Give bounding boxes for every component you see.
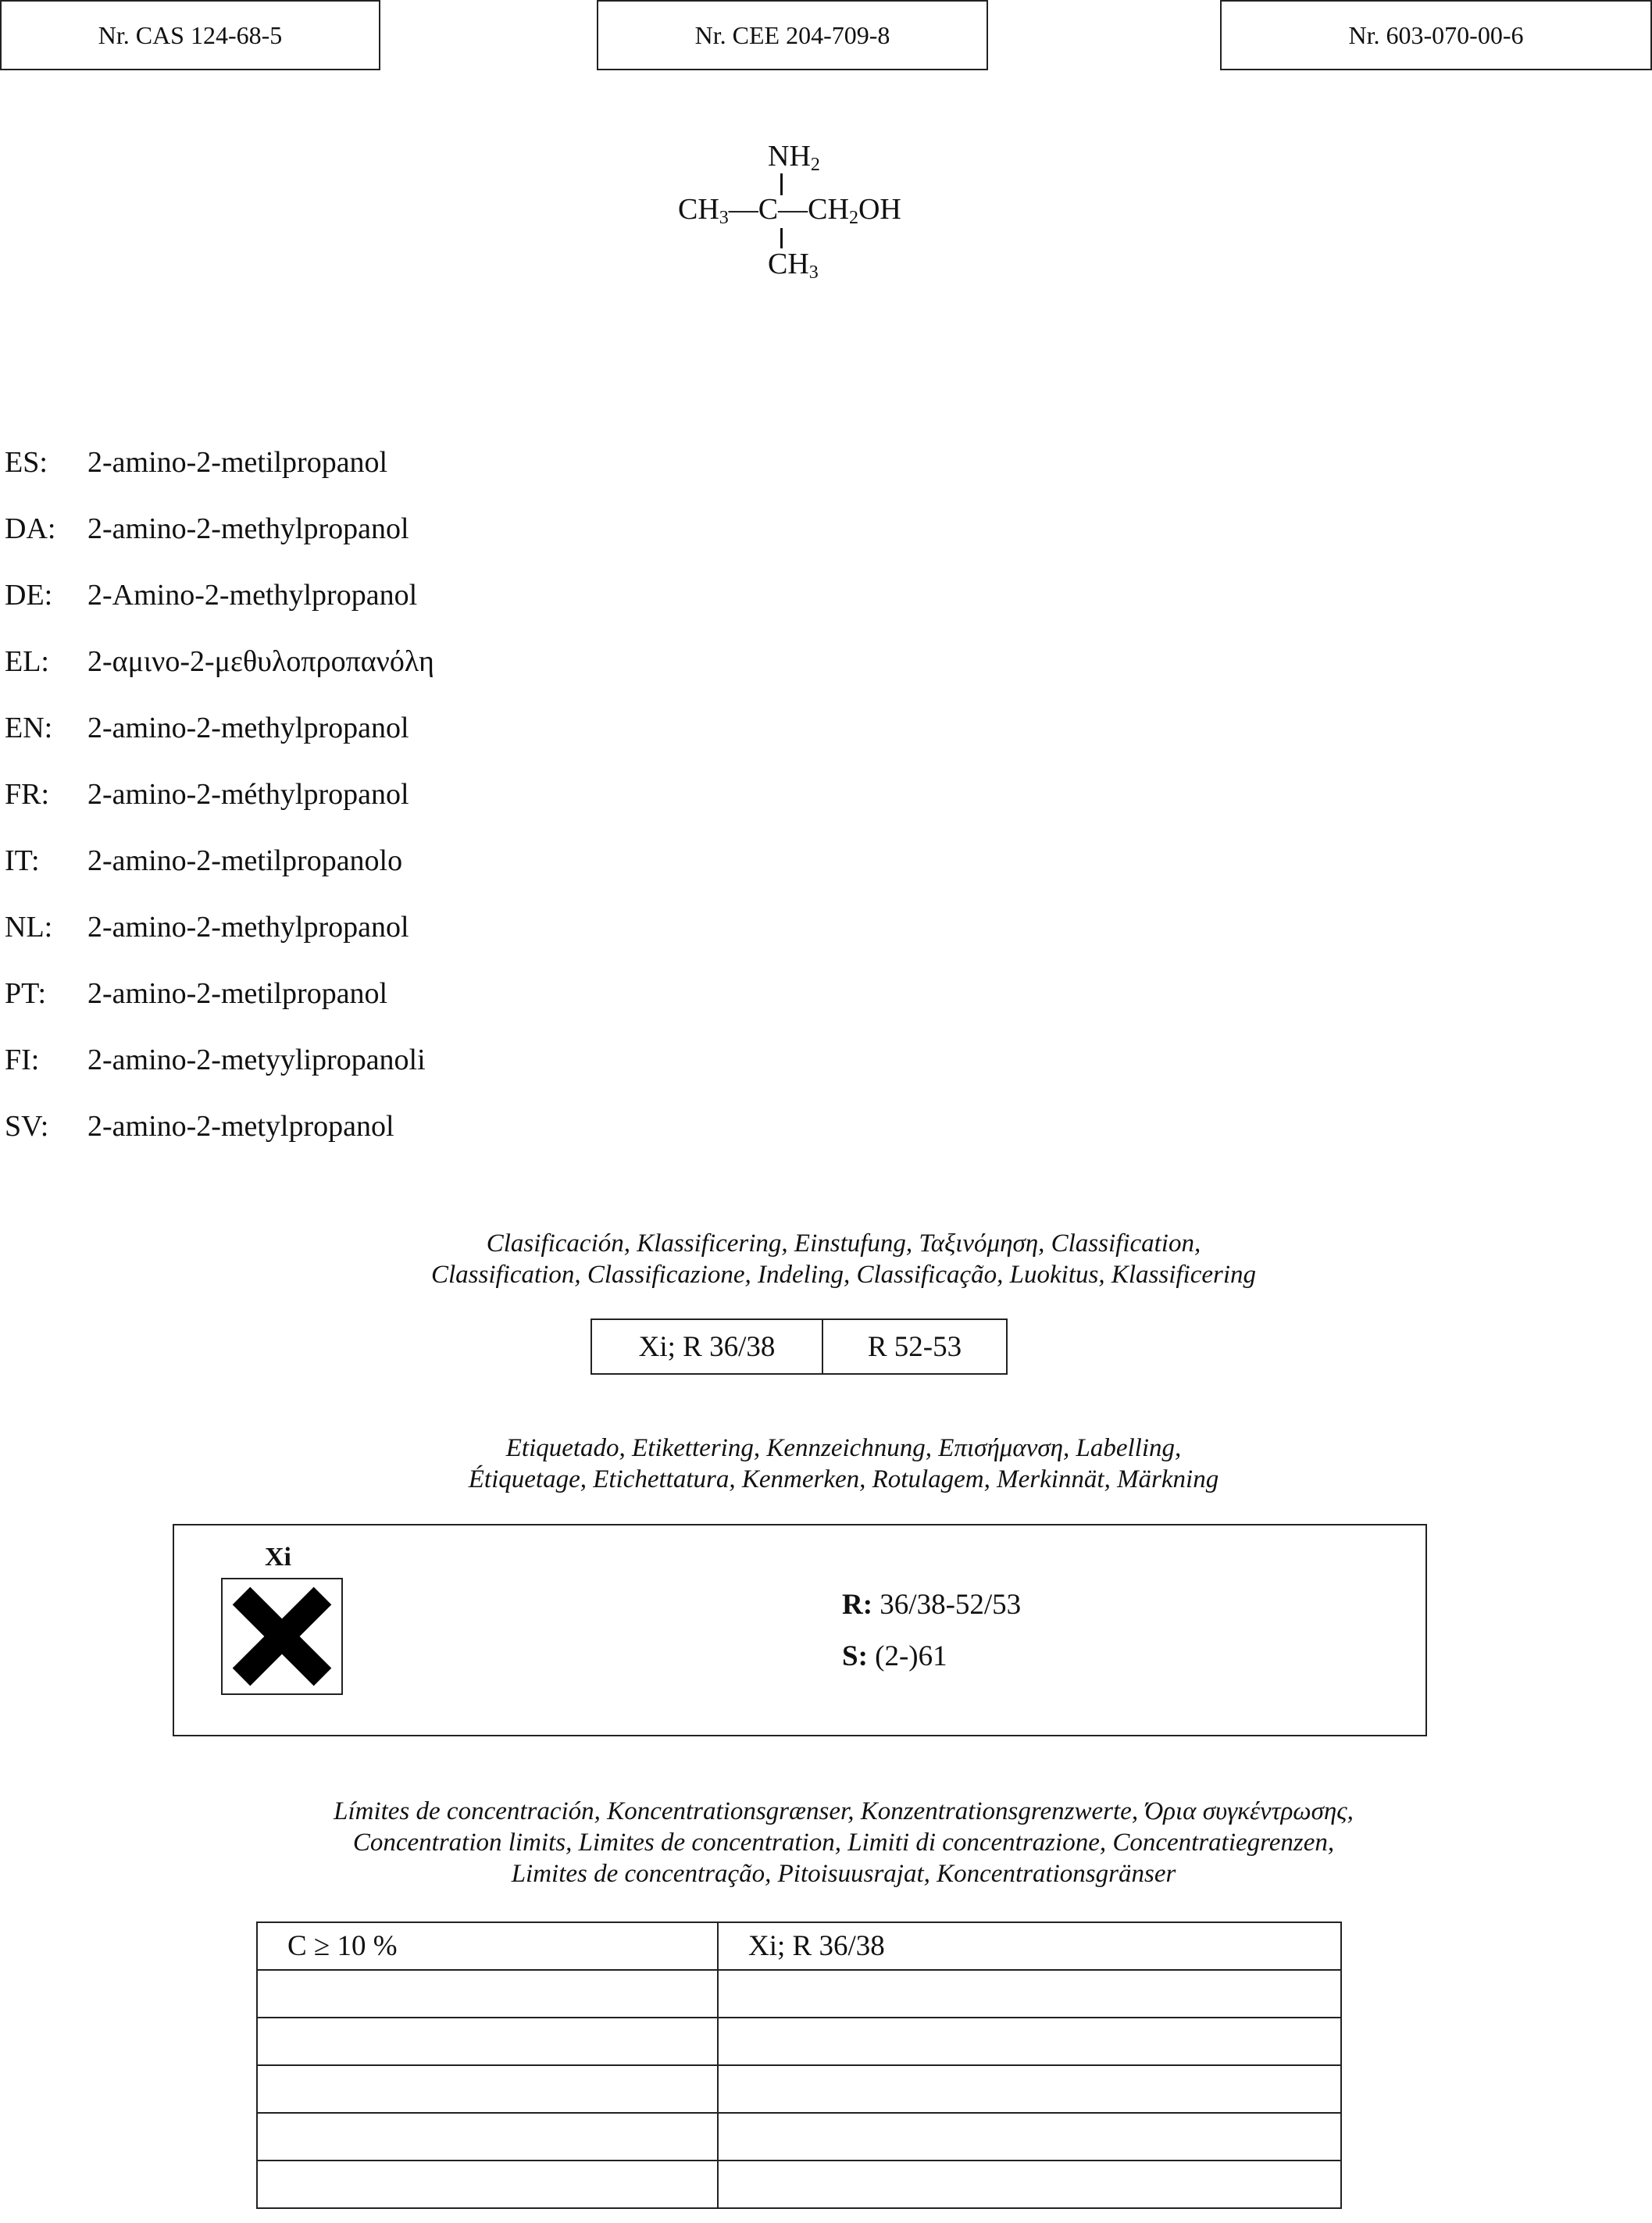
irritant-cross-icon <box>232 1586 332 1686</box>
table-row <box>257 1922 1341 1970</box>
classification-cell <box>718 2065 1341 2113</box>
formula-top-group: $NH_2$ <box>768 140 820 175</box>
substance-name: 2-amino-2-méthylpropanol <box>87 778 409 811</box>
name-row <box>5 644 434 711</box>
concentration-cell <box>257 2018 718 2065</box>
name-row <box>5 777 434 844</box>
formula-main-chain: $CH_3—C—CH_2OH$ <box>678 193 901 228</box>
name-row <box>5 1043 434 1109</box>
concentration-cell <box>257 2065 718 2113</box>
classification-heading: Clasificación, Klassificering, Einstufung, Ταξινόμηση, Classification, Classification, Classificazione, Indeling, Classificação, Luokitus, Klassificering <box>430 1229 1257 1289</box>
language-code: IT: <box>5 844 40 877</box>
name-row <box>5 910 434 976</box>
name-row <box>5 711 434 777</box>
language-code: DA: <box>5 512 56 545</box>
language-code: EL: <box>5 645 49 678</box>
concentration-cell <box>257 2161 718 2208</box>
substance-name: 2-amino-2-metyylipropanoli <box>87 1044 426 1076</box>
table-row <box>257 2161 1341 2208</box>
concentration-cell <box>257 2113 718 2161</box>
substance-name: 2-amino-2-metilpropanol <box>87 977 388 1010</box>
substance-name: 2-amino-2-metylpropanol <box>87 1110 394 1143</box>
table-row <box>257 2018 1341 2065</box>
language-code: FI: <box>5 1044 40 1076</box>
concentration-heading: Límites de concentración, Koncentrationsgrænser, Konzentrationsgrenzwerte, Όρια συγκέντρωσης, Concentration limits, Limites de concentration, Limiti di concentrazione, Concentratiegrenzen, Limites de concentração, Pitoisuusrajat, Koncentrationsgränser <box>334 1797 1354 1888</box>
classification-cell <box>718 2113 1341 2161</box>
name-row <box>5 1109 434 1176</box>
cee-number: Nr. CEE 204-709-8 <box>694 20 890 49</box>
hazard-symbol-box <box>221 1578 343 1695</box>
concentration-cell: C ≥ 10 % <box>257 1922 718 1970</box>
substance-name: 2-amino-2-metilpropanolo <box>87 844 403 877</box>
substance-name: 2-amino-2-methylpropanol <box>87 911 409 944</box>
language-code: ES: <box>5 446 48 479</box>
risk-phrases: R: 36/38-52/53 <box>842 1589 1022 1621</box>
table-row <box>257 2113 1341 2161</box>
name-row <box>5 512 434 578</box>
name-row <box>5 844 434 910</box>
classification-cell: Xi; R 36/38 <box>718 1922 1341 1970</box>
hazard-symbol-label: Xi <box>265 1543 291 1572</box>
classification-cell <box>718 2161 1341 2208</box>
index-number-box <box>1220 0 1652 70</box>
labelling-heading: Etiquetado, Etikettering, Kennzeichnung, Επισήμανση, Labelling, Étiquetage, Etichettatura, Kenmerken, Rotulagem, Merkinnät, Märkning <box>468 1434 1219 1493</box>
classification-table <box>591 1318 1008 1375</box>
cas-number-box <box>0 0 380 70</box>
formula-bond-bottom <box>780 228 783 248</box>
table-row <box>257 2065 1341 2113</box>
substance-name: 2-amino-2-metilpropanol <box>87 446 388 479</box>
language-code: PT: <box>5 977 47 1010</box>
language-code: NL: <box>5 911 53 944</box>
classification-cell-1: Xi; R 36/38 <box>592 1320 823 1373</box>
classification-cell <box>718 1970 1341 2018</box>
language-code: EN: <box>5 712 53 744</box>
labelling-box <box>173 1524 1427 1736</box>
cee-number-box <box>597 0 988 70</box>
concentration-limits-table <box>256 1921 1342 2209</box>
classification-cell <box>718 2018 1341 2065</box>
name-row <box>5 445 434 512</box>
substance-name: 2-Amino-2-methylpropanol <box>87 579 418 612</box>
concentration-cell <box>257 1970 718 2018</box>
index-number: Nr. 603-070-00-6 <box>1348 20 1524 49</box>
safety-phrases: S: (2-)61 <box>842 1640 947 1672</box>
substance-name: 2-amino-2-methylpropanol <box>87 512 409 545</box>
table-row <box>257 1970 1341 2018</box>
name-row <box>5 578 434 644</box>
formula-bottom-group: $CH_3$ <box>768 248 819 283</box>
substance-names-list <box>5 445 434 1176</box>
substance-name: 2-amino-2-methylpropanol <box>87 712 409 744</box>
name-row <box>5 976 434 1043</box>
substance-name: 2-αμινο-2-μεθυλοπροπανόλη <box>87 645 434 678</box>
cas-number: Nr. CAS 124-68-5 <box>98 20 283 49</box>
language-code: DE: <box>5 579 53 612</box>
classification-cell-2: R 52-53 <box>867 1330 962 1363</box>
language-code: FR: <box>5 778 50 811</box>
language-code: SV: <box>5 1110 49 1143</box>
